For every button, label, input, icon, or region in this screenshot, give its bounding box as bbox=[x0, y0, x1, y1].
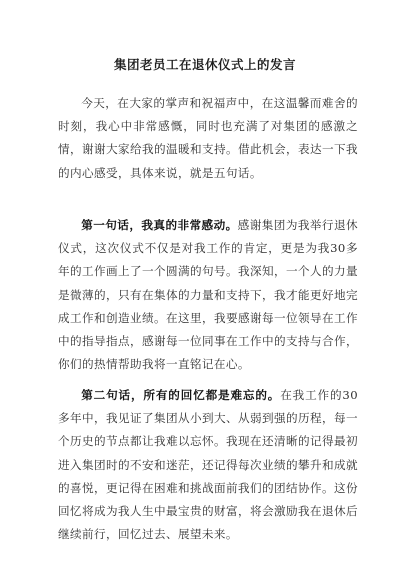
paragraph-intro-text: 今天，在大家的掌声和祝福声中，在这温馨而难舍的时刻，我心中非常感慨，同时也充满了对集团的感激之情，谢谢大家给我的温暖和支持。借此机会，表达一下我的内心感受，具体来说，就是五句话。 bbox=[58, 96, 358, 180]
paragraph-first-point-text: 感谢集团为我举行退休仪式，这次仪式不仅是对我工作的肯定，更是为我30多年的工作画上了一个圆满的句号。我深知，一个人的力量是微薄的，只有在集体的力量和支持下，我才能更好地完成工作和创造业绩。在这里，我要感谢每一位领导在工作中的指导指点，感谢每一位同事在工作中的支持与合作，你们的热情帮助我将一直铭记在心。 bbox=[58, 218, 358, 372]
paragraph-intro bbox=[58, 92, 358, 185]
paragraph-first-point-heading: 第一句话，我真的非常感动。 bbox=[81, 218, 238, 232]
paragraph-second-point-heading: 第二句话，所有的回忆都是难忘的。 bbox=[81, 388, 281, 402]
paragraph-first-point bbox=[58, 214, 358, 376]
document-title: 集团老员工在退休仪式上的发言 bbox=[113, 57, 296, 72]
paragraph-second-point bbox=[58, 384, 358, 546]
paragraph-second-point-text: 在我工作的30多年中，我见证了集团从小到大、从弱到强的历程，每一个历史的节点都让我难以忘怀。我现在还清晰的记得最初进入集团时的不安和迷茫，还记得每次业绩的攀升和成就的喜悦，更记得在困难和挑战面前我们的团结协作。这份回忆将成为我人生中最宝贵的财富，将会激励我在退休后继续前行，回忆过去、展望未来。 bbox=[58, 388, 358, 542]
